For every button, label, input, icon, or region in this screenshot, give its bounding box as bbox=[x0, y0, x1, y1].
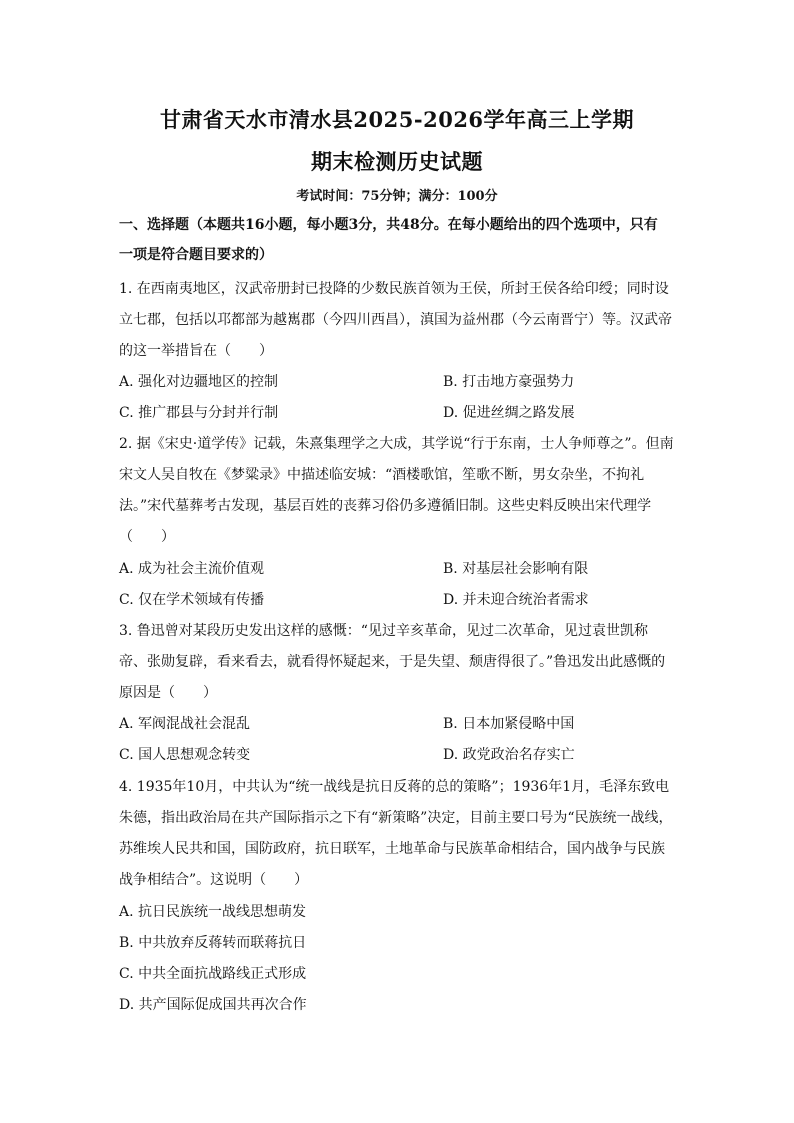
question-stem-line: 原因是（ ） bbox=[119, 685, 217, 701]
option-c: C. 中共全面抗战路线正式形成 bbox=[119, 966, 307, 982]
option-d: D. 共产国际促成国共再次合作 bbox=[119, 997, 307, 1013]
option-a: A. 抗日民族统一战线思想萌发 bbox=[119, 904, 307, 920]
option-a: A. 军阀混战社会混乱 bbox=[119, 716, 251, 732]
option-c: C. 国人思想观念转变 bbox=[119, 747, 251, 763]
option-b: B. 日本加紧侵略中国 bbox=[443, 716, 575, 732]
option-d: D. 促进丝绸之路发展 bbox=[443, 405, 575, 421]
section-heading-line1: 一、选择题（本题共16小题，每小题3分，共48分。在每小题给出的四个选项中，只有 bbox=[119, 217, 658, 233]
option-c: C. 仅在学术领域有传播 bbox=[119, 592, 265, 608]
option-a: A. 成为社会主流价值观 bbox=[119, 561, 265, 577]
question-stem-line: 苏维埃人民共和国，国防政府，抗日联军，土地革命与民族革命相结合，国内战争与民族 bbox=[119, 841, 665, 857]
option-d: D. 并未迎合统治者需求 bbox=[443, 592, 589, 608]
option-b: B. 中共放弃反蒋转而联蒋抗日 bbox=[119, 935, 307, 951]
question-stem-line: 法。”宋代墓葬考古发现，基层百姓的丧葬习俗仍多遵循旧制。这些史料反映出宋代理学 bbox=[119, 498, 652, 514]
exam-info: 考试时间：75分钟；满分：100分 bbox=[296, 189, 498, 204]
question-stem-line: 宋文人吴自牧在《梦粱录》中描述临安城：“酒楼歌馆，笙歌不断，男女杂坐，不拘礼 bbox=[119, 467, 645, 483]
question-stem-line: 战争相结合”。这说明（ ） bbox=[119, 872, 309, 888]
question-stem-line: 帝、张勋复辟，看来看去，就看得怀疑起来，于是失望、颓唐得很了。”鲁迅发出此感慨的 bbox=[119, 654, 666, 670]
option-b: B. 打击地方豪强势力 bbox=[443, 374, 575, 390]
exam-title-line2: 期末检测历史试题 bbox=[311, 149, 483, 174]
option-d: D. 政党政治名存实亡 bbox=[443, 747, 575, 763]
question-stem-line: 3. 鲁迅曾对某段历史发出这样的感慨：“见过辛亥革命，见过二次革命，见过袁世凯称 bbox=[119, 623, 648, 639]
section-heading-line2: 一项是符合题目要求的） bbox=[119, 247, 273, 263]
question-stem-line: 2. 据《宋史·道学传》记载，朱熹集理学之大成，其学说“行于东南，士人争师尊之”。但南 bbox=[119, 436, 674, 452]
exam-title-line1: 甘肃省天水市清水县2025-2026学年高三上学期 bbox=[159, 107, 635, 132]
question-stem-line: 4. 1935年10月，中共认为“统一战线是抗日反蒋的总的策略”；1936年1月，毛泽东致电 bbox=[119, 779, 670, 795]
question-stem-line: 1. 在西南夷地区，汉武帝册封已投降的少数民族首领为王侯，所封王侯各给印绶；同时设 bbox=[119, 281, 669, 297]
option-a: A. 强化对边疆地区的控制 bbox=[119, 374, 279, 390]
question-stem-line: 的这一举措旨在（ ） bbox=[119, 343, 273, 359]
question-stem-line: （ ） bbox=[119, 529, 175, 545]
option-b: B. 对基层社会影响有限 bbox=[443, 561, 589, 577]
question-stem-line: 朱德，指出政治局在共产国际指示之下有“新策略”决定，目前主要口号为“民族统一战线， bbox=[119, 810, 673, 826]
option-c: C. 推广郡县与分封并行制 bbox=[119, 405, 279, 421]
question-stem-line: 立七郡，包括以邛都部为越嶲郡（今四川西昌），滇国为益州郡（今云南晋宁）等。汉武帝 bbox=[119, 312, 672, 328]
